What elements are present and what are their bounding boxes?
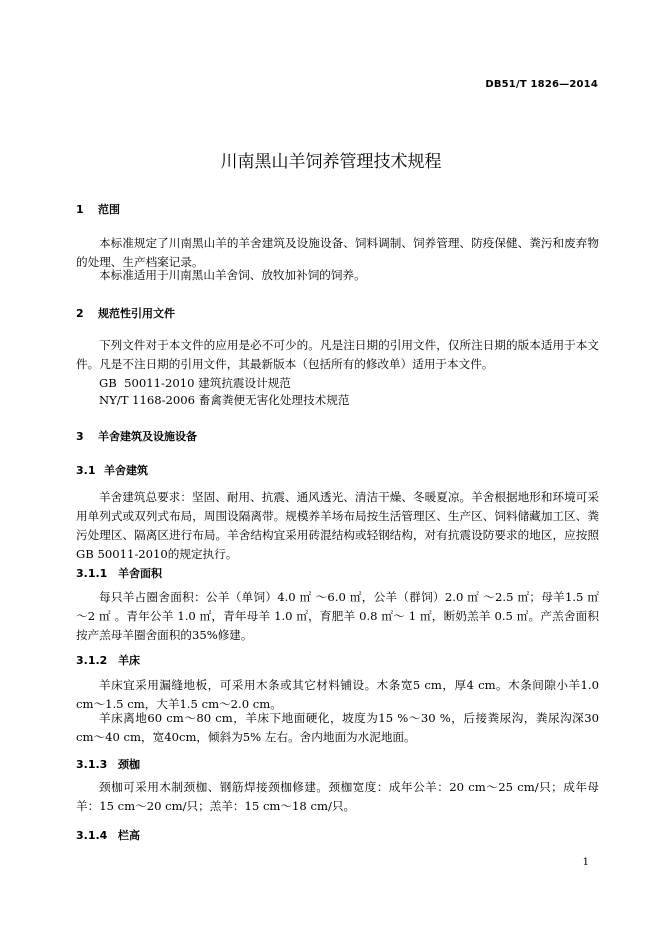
section-2-heading xyxy=(76,305,175,321)
section-2-paragraph: 下列文件对于本文件的应用是必不可少的。凡是注日期的引用文件，仅所注日期的版本适用于本文件。凡是不注日期的引用文件，其最新版本（包括所有的修改单）适用于本文件。 xyxy=(76,338,599,371)
section-number: 1 xyxy=(76,203,84,216)
section-number: 2 xyxy=(76,307,84,320)
standard-code: DB51/T 1826—2014 xyxy=(485,79,598,90)
section-title: 羊舍建筑及设施设备 xyxy=(98,430,197,443)
section-number: 3 xyxy=(76,430,84,443)
subsection-3-1-3-paragraph: 颈枷可采用木制颈枷、钢筋焊接颈枷修建。颈枷宽度：成年公羊：20 cm～25 cm/只；成年母羊：15 cm～20 cm/只；羔羊：15 cm～18 cm/只。 xyxy=(76,780,599,813)
subsection-3-1-1-paragraph: 每只羊占圈舍面积：公羊（单饲）4.0 ㎡ ～6.0 ㎡，公羊（群饲）2.0 ㎡ ～2.5 ㎡；母羊1.5 ㎡ ～2 ㎡ 。青年公羊 1.0 ㎡，青年母羊 1.0 ㎡，育肥羊 0.8 ㎡～ 1 ㎡，断奶羔羊 0.5 ㎡。产羔舍面积按产羔母羊圈舍面积的35%修建。 xyxy=(76,590,599,642)
subsection-title: 颈枷 xyxy=(118,758,140,771)
subsection-title: 羊床 xyxy=(118,654,140,667)
section-1-paragraph-2: 本标准适用于川南黑山羊舍饲、放牧加补饲的饲养。 xyxy=(99,268,366,282)
subsection-3-1-4-heading xyxy=(76,827,140,843)
section-1-heading xyxy=(76,201,120,217)
subsection-3-1-2-paragraph-1: 羊床宜采用漏缝地板，可采用木条或其它材料铺设。木条宽5 cm，厚4 cm。木条间隙小羊1.0 cm～1.5 cm，大羊1.5 cm～2.0 cm。 xyxy=(76,678,599,711)
section-1-paragraph-1: 本标准规定了川南黑山羊的羊舍建筑及设施设备、饲料调制、饲养管理、防疫保健、粪污和废弃物的处理、生产档案记录。 xyxy=(76,236,599,269)
section-3-heading xyxy=(76,428,197,444)
subsection-3-1-1-heading xyxy=(76,565,162,581)
subsection-3-1-heading xyxy=(76,462,148,478)
normative-reference: GB 50011-2010 建筑抗震设计规范 xyxy=(99,376,291,390)
subsection-number: 3.1.4 xyxy=(76,829,108,842)
normative-reference: NY/T 1168-2006 畜禽粪便无害化处理技术规范 xyxy=(99,393,350,407)
section-title: 规范性引用文件 xyxy=(98,307,175,320)
subsection-number: 3.1.2 xyxy=(76,654,108,667)
page-number: 1 xyxy=(582,857,589,868)
subsection-number: 3.1 xyxy=(76,464,96,477)
subsection-number: 3.1.1 xyxy=(76,567,108,580)
section-title: 范围 xyxy=(98,203,120,216)
subsection-number: 3.1.3 xyxy=(76,758,108,771)
subsection-3-1-paragraph: 羊舍建筑总要求：坚固、耐用、抗震、通风透光、清洁干燥、冬暖夏凉。羊舍根据地形和环境可采用单列式或双列式布局，周围设隔离带。规模养羊场布局按生活管理区、生产区、饲料储藏加工区、粪污处理区、隔离区进行布局。羊舍结构宜采用砖混结构或轻钢结构，对有抗震设防要求的地区，应按照GB 50011-2010的规定执行。 xyxy=(76,490,599,561)
subsection-title: 栏高 xyxy=(118,829,140,842)
subsection-title: 羊舍建筑 xyxy=(104,464,148,477)
subsection-3-1-3-heading xyxy=(76,756,140,772)
subsection-title: 羊舍面积 xyxy=(118,567,162,580)
subsection-3-1-2-paragraph-2: 羊床离地60 cm～80 cm，羊床下地面硬化，坡度为15 %～30 %，后接粪尿沟，粪尿沟深30 cm～40 cm，宽40cm，倾斜为5% 左右。舍内地面为水泥地面。 xyxy=(76,711,599,744)
subsection-3-1-2-heading xyxy=(76,652,140,668)
document-title: 川南黑山羊饲养管理技术规程 xyxy=(220,152,442,172)
